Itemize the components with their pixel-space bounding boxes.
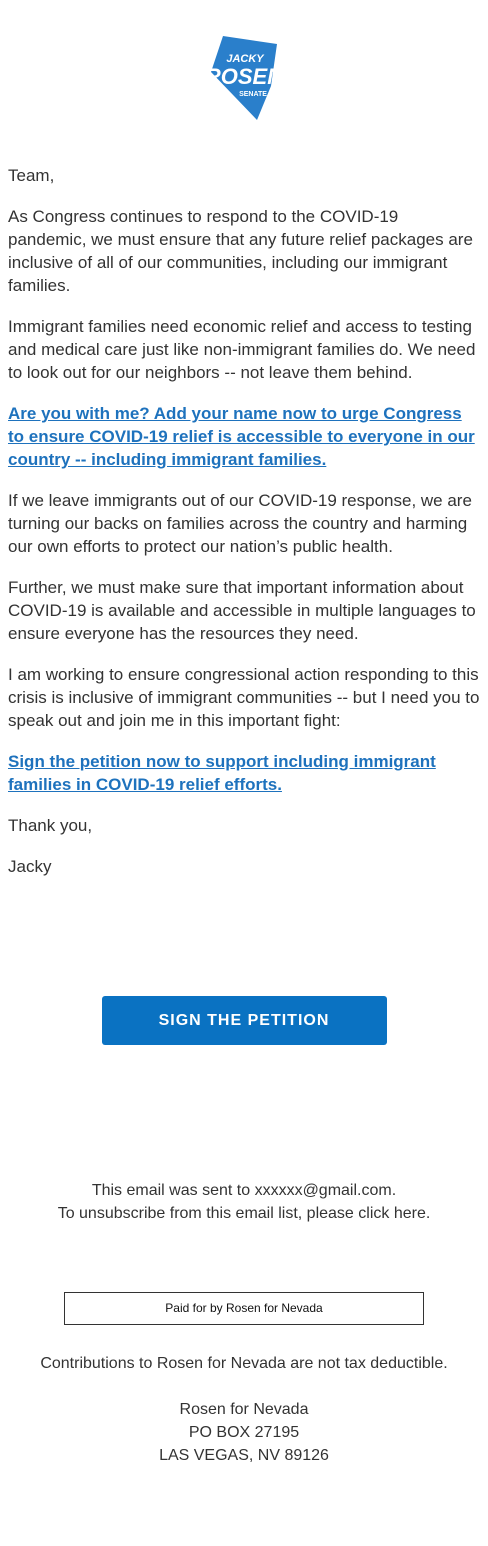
unsubscribe-link[interactable]: click here [358,1205,426,1222]
sent-to-line [0,1179,488,1202]
mailing-address [0,1398,488,1467]
paragraph-immigrant-families: Immigrant families need economic relief and access to testing and medical care just like non-immigrant families do. We need to look out for our neighbors -- not leave them behind. [8,317,476,382]
sent-prefix: This email was sent to [91,1182,255,1199]
unsub-prefix: To unsubscribe from this email list, please [57,1205,359,1222]
unsubscribe-line [0,1202,488,1225]
po-box: PO BOX 27195 [188,1424,300,1441]
unsub-suffix: . [425,1205,431,1222]
greeting: Team, [8,166,55,185]
sent-suffix: . [391,1182,397,1199]
city-state-zip: LAS VEGAS, NV 89126 [159,1447,329,1464]
logo-rosen: ROSEN [204,64,284,89]
footer-recipient-info [0,1179,488,1225]
add-your-name-link[interactable]: Are you with me? Add your name now to urge Congress to ensure COVID-19 relief is accessible to everyone in our country -- including immigrant families. [8,404,475,469]
signature: Jacky [8,857,52,876]
paragraph-relief: As Congress continues to respond to the COVID-19 pandemic, we must ensure that any future relief packages are inclusive of all of our communities, including our immigrant families. [8,207,473,295]
contributions-disclaimer: Contributions to Rosen for Nevada are not tax deductible. [40,1355,448,1372]
paid-for-disclaimer: Paid for by Rosen for Nevada [64,1292,424,1325]
signoff: Thank you, [8,816,93,835]
sign-the-petition-button[interactable]: SIGN THE PETITION [102,996,387,1045]
campaign-logo [0,34,488,127]
recipient-email: xxxxxx@gmail.com [254,1182,392,1199]
logo-senate: SENATE [239,91,267,98]
org-name: Rosen for Nevada [179,1401,309,1418]
paragraph-languages: Further, we must make sure that important information about COVID-19 is available and accessible in multiple languages to ensure everyone has the resources they need. [8,578,476,643]
nevada-logo-icon [204,34,284,122]
logo-jacky: JACKY [226,53,264,65]
paragraph-response: If we leave immigrants out of our COVID-19 response, we are turning our backs on families across the country and harming our own efforts to protect our nation’s public health. [8,491,472,556]
email-body [8,164,480,896]
paragraph-congressional-action: I am working to ensure congressional action responding to this crisis is inclusive of immigrant communities -- but I need you to speak out and join me in this important fight: [8,665,480,730]
sign-petition-link[interactable]: Sign the petition now to support including immigrant families in COVID-19 relief efforts. [8,752,436,794]
